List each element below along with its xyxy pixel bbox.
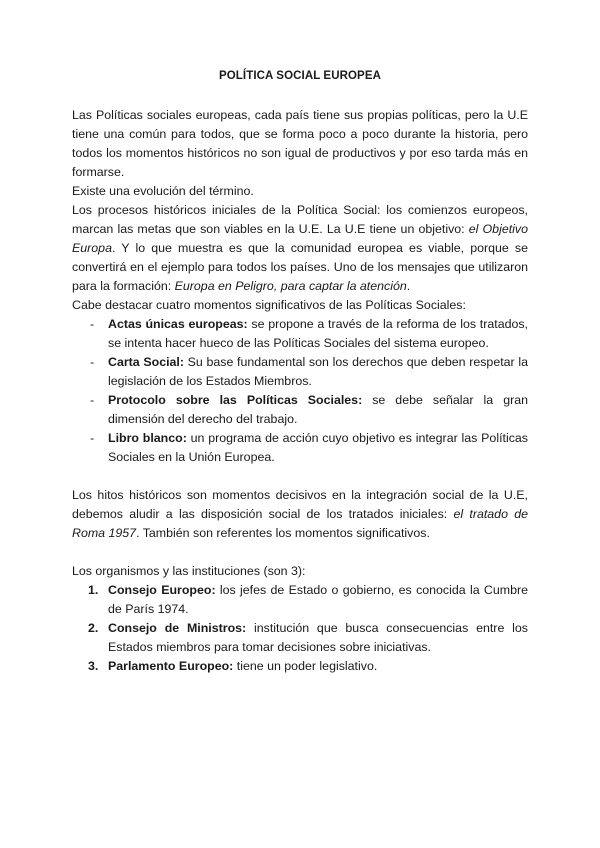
institution-desc: tiene un poder legislativo. xyxy=(233,659,378,673)
moment-term: Libro blanco: xyxy=(108,431,187,445)
page-title: POLÍTICA SOCIAL EUROPEA xyxy=(218,70,382,82)
institution-term: Consejo Europeo: xyxy=(108,583,216,597)
moment-term: Actas únicas europeas: xyxy=(108,317,248,331)
moment-desc: se propone a través de la reforma de los tratados, se intenta hacer hueco de las Políticas Sociales del sistema europeo. xyxy=(108,317,528,350)
list-number: 1. xyxy=(88,583,99,597)
moment-desc: se debe señalar la gran dimensión del derecho del trabajo. xyxy=(108,393,528,426)
spacer xyxy=(72,467,528,486)
institution-term: Consejo de Ministros: xyxy=(108,621,247,635)
list-item xyxy=(88,619,528,657)
moment-desc: Su base fundamental son los derechos que deben respetar la legislación de los Estados Miembros. xyxy=(108,355,528,388)
paragraph-moments-intro: Cabe destacar cuatro momentos significativos de las Políticas Sociales: xyxy=(72,298,466,312)
institution-desc: los jefes de Estado o gobierno, es conocida la Cumbre de París 1974. xyxy=(108,583,528,616)
moment-term: Protocolo sobre las Políticas Sociales: xyxy=(108,393,363,407)
moment-desc: un programa de acción cuyo objetivo es integrar las Políticas Sociales en la Unión Europea. xyxy=(108,431,528,464)
institutions-list xyxy=(72,581,528,676)
tratado-roma-italic: el tratado de Roma 1957 xyxy=(72,507,529,540)
paragraph-processes-text-1: Los procesos históricos iniciales de la Política Social: los comienzos europeos, marcan las metas que son viables en la U.E. La U.E tiene un objetivo: xyxy=(72,203,528,236)
list-number: 2. xyxy=(88,621,99,635)
spacer xyxy=(72,543,528,562)
list-item xyxy=(90,315,528,353)
list-item xyxy=(88,581,528,619)
moments-list xyxy=(72,315,528,467)
dash-marker: - xyxy=(90,355,95,369)
list-item xyxy=(90,353,528,391)
moment-term: Carta Social: xyxy=(108,355,184,369)
list-item xyxy=(88,657,528,676)
paragraph-milestones xyxy=(72,486,528,543)
paragraph-intro: Las Políticas sociales europeas, cada país tiene sus propias políticas, pero la U.E tiene una común para todos, que se forma poco a poco durante la historia, pero todos los momentos históricos no son igual de productivos y por eso tarda más en formarse. xyxy=(72,108,528,179)
europa-peligro-italic: Europa en Peligro, para captar la atención xyxy=(174,279,407,293)
dash-marker: - xyxy=(90,317,95,331)
list-number: 3. xyxy=(88,659,99,673)
institution-term: Parlamento Europeo: xyxy=(108,659,234,673)
dash-marker: - xyxy=(90,431,95,445)
list-item xyxy=(90,429,528,467)
objetivo-europa-italic: el Objetivo Europa xyxy=(72,222,528,255)
paragraph-processes-text-2: . Y lo que muestra es que la comunidad europea es viable, porque se convertirá en el ejemplo para todos los países. Uno de los mensajes que utilizaron para la formación: xyxy=(72,241,528,293)
paragraph-institutions-intro: Los organismos y las instituciones (son 3): xyxy=(72,564,306,578)
paragraph-milestones-text-2: . También son referentes los momentos significativos. xyxy=(136,526,430,540)
paragraph-milestones-text-1: Los hitos históricos son momentos decisivos en la integración social de la U.E, debemos aludir a las disposición social de los tratados iniciales: xyxy=(72,488,528,521)
list-item xyxy=(90,391,528,429)
institution-desc: institución que busca consecuencias entre los Estados miembros para tomar decisiones sobre iniciativas. xyxy=(108,621,528,654)
paragraph-processes-text-3: . xyxy=(406,279,411,293)
paragraph-evolution: Existe una evolución del término. xyxy=(72,184,254,198)
paragraph-processes xyxy=(72,201,528,296)
dash-marker: - xyxy=(90,393,95,407)
